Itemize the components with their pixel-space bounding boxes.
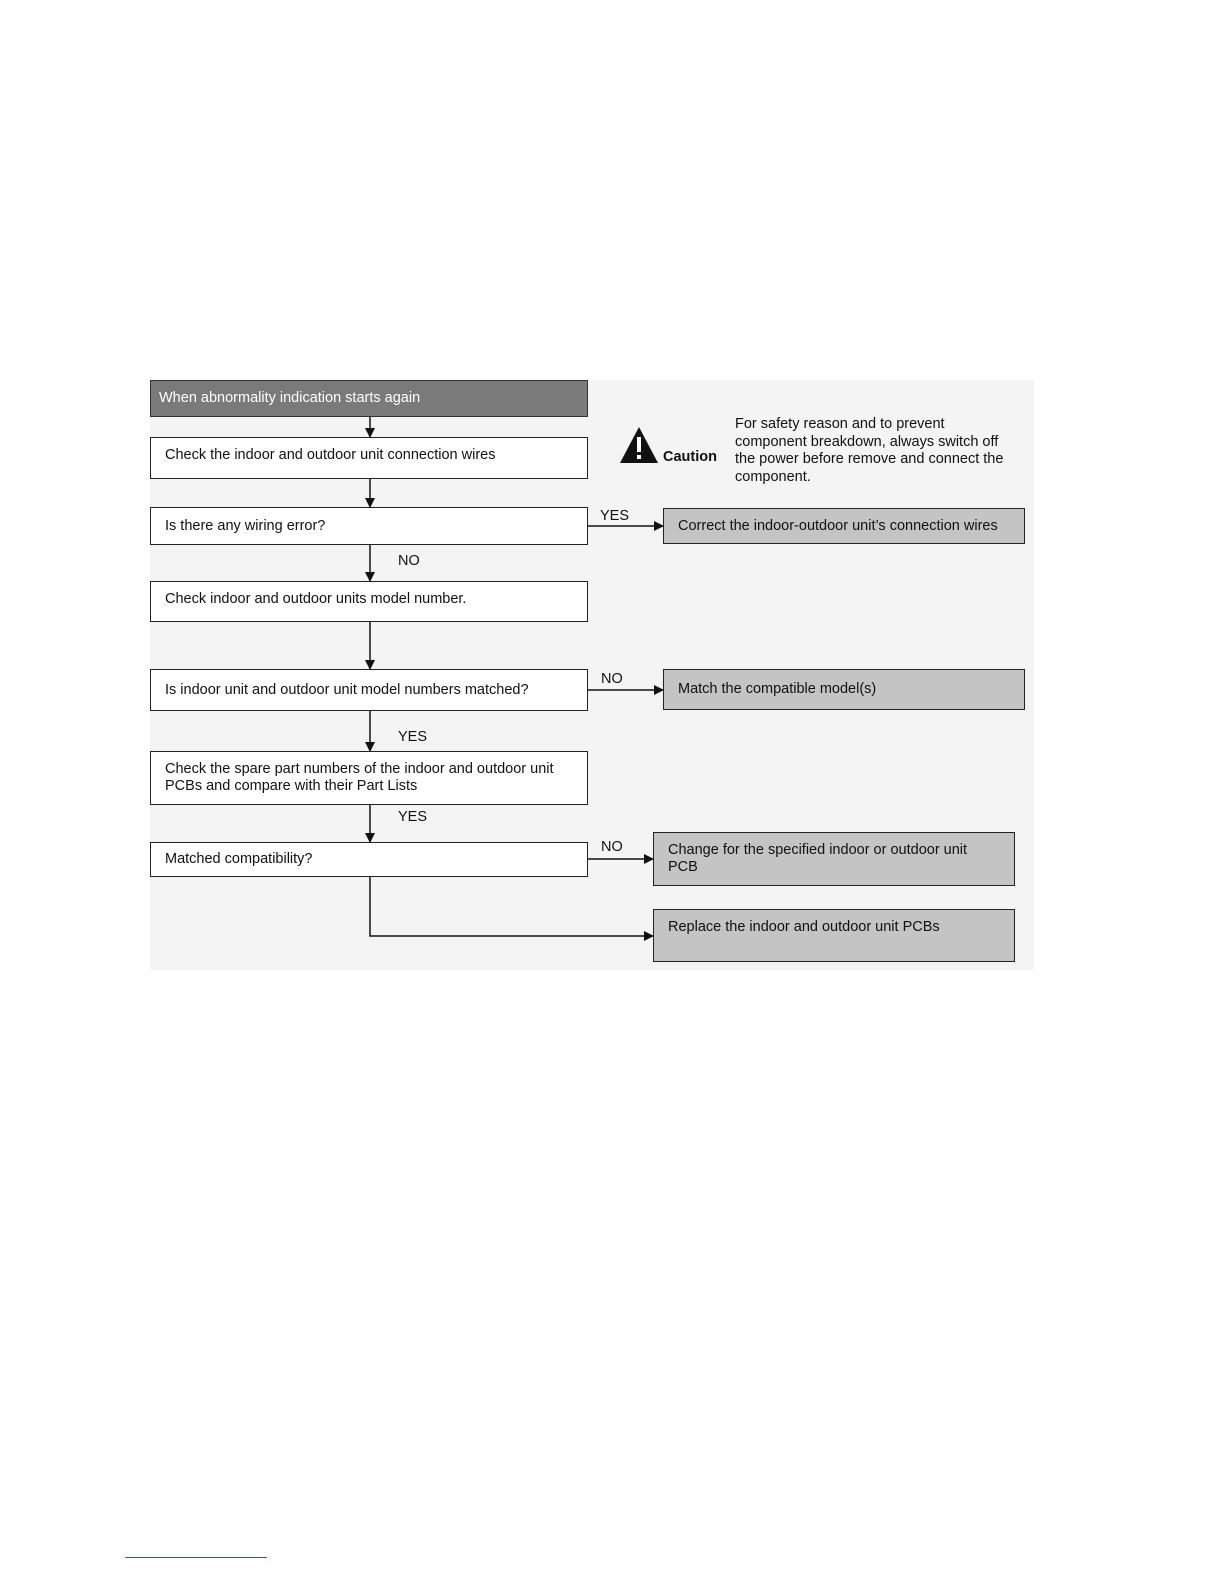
label-no-wiring-error: NO bbox=[398, 553, 420, 569]
label-yes-model-matched: YES bbox=[398, 729, 428, 745]
check-wires-box: Check the indoor and outdoor unit connection wires bbox=[150, 437, 588, 479]
label-no-model-matched: NO bbox=[601, 671, 623, 687]
start-box: When abnormality indication starts again bbox=[150, 380, 588, 417]
replace-pcbs-box: Replace the indoor and outdoor unit PCBs bbox=[653, 909, 1015, 962]
label-yes-check-spare: YES bbox=[398, 809, 428, 825]
correct-wires-box: Correct the indoor-outdoor unit’s connection wires bbox=[663, 508, 1025, 544]
check-spare-parts-box: Check the spare part numbers of the indoor and outdoor unit PCBs and compare with their Part Lists bbox=[150, 751, 588, 805]
caution-text: For safety reason and to prevent component breakdown, always switch off the power before remove and connect the component. bbox=[735, 416, 1004, 485]
model-matched-decision: Is indoor unit and outdoor unit model numbers matched? bbox=[150, 669, 588, 711]
change-pcb-box: Change for the specified indoor or outdoor unit PCB bbox=[653, 832, 1015, 886]
label-no-compatibility: NO bbox=[601, 839, 623, 855]
label-yes-wiring-error: YES bbox=[600, 508, 630, 524]
check-model-box: Check indoor and outdoor units model number. bbox=[150, 581, 588, 622]
wiring-error-decision: Is there any wiring error? bbox=[150, 507, 588, 545]
arrow-compat-yes-to-replace bbox=[370, 877, 653, 936]
footer-rule bbox=[125, 1557, 267, 1558]
match-model-box: Match the compatible model(s) bbox=[663, 669, 1025, 710]
caution-label: Caution bbox=[663, 449, 717, 465]
matched-compatibility-decision: Matched compatibility? bbox=[150, 842, 588, 877]
warning-triangle-icon bbox=[619, 426, 659, 464]
